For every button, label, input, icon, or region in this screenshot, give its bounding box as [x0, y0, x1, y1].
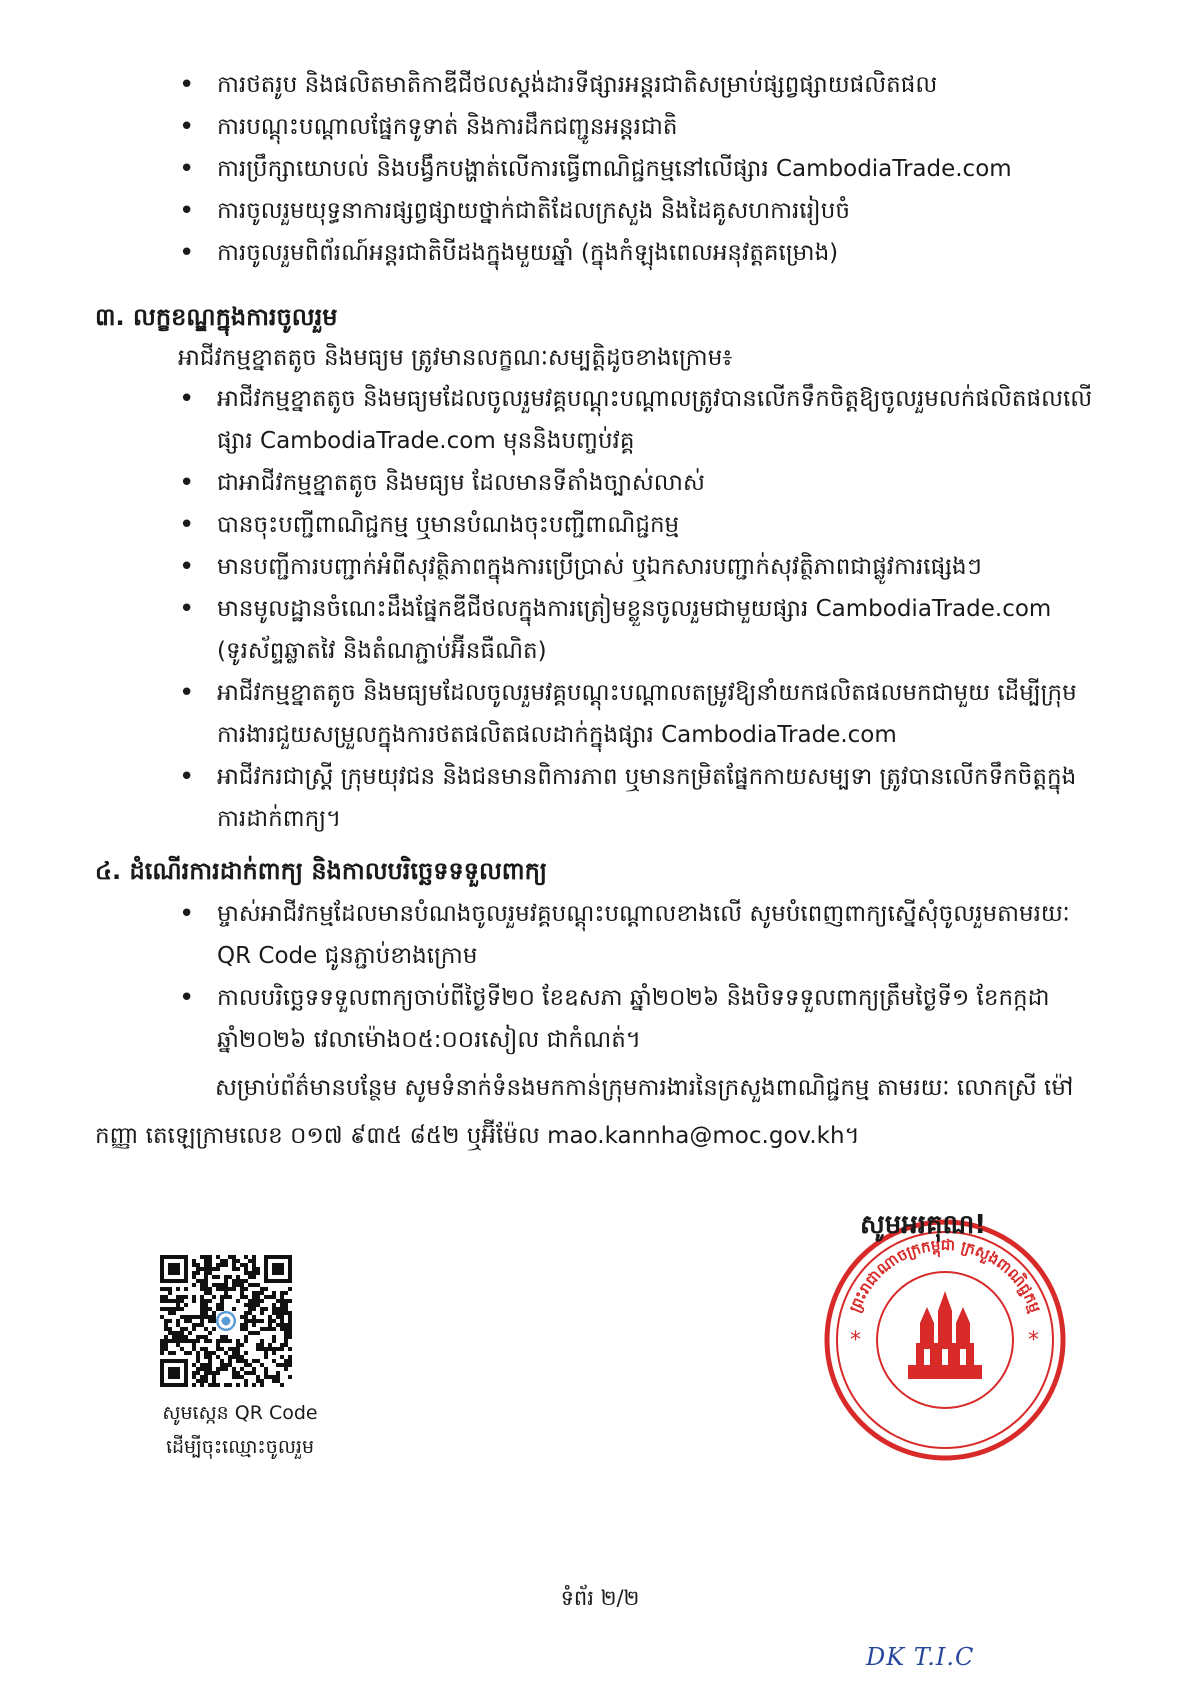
- list-item: • ការប្រឹក្សាយោបល់ និងបង្វឹកបង្ហាត់លើការធ្វើពាណិជ្ជកម្មនៅលើផ្សារ CambodiaTrade.com: [175, 148, 1105, 190]
- list-item: • ការបណ្តុះបណ្តាលផ្នែកទូទាត់ និងការដឹកជញ្ជូនអន្តរជាតិ: [175, 106, 1105, 148]
- section3-intro: អាជីវកម្មខ្នាតតូច និងមធ្យម ត្រូវមានលក្ខណៈសម្បត្តិដូចខាងក្រោម៖: [178, 345, 733, 371]
- list-item: • មានបញ្ជីការបញ្ជាក់អំពីសុវត្ថិភាពក្នុងការប្រើប្រាស់ ឬឯកសារបញ្ជាក់សុវត្ថិភាពជាផ្លូវការផ្សេងៗ: [175, 546, 1105, 588]
- list-item: • កាលបរិច្ឆេទទទួលពាក្យចាប់ពីថ្ងៃទី២០ ខែឧសភា ឆ្នាំ២០២៦ និងបិទទទួលពាក្យត្រឹមថ្ងៃទី១ ខែកក្កដា ឆ្នាំ២០២៦ វេលាម៉ោង០៥:០០រសៀល ជាកំណត់។: [175, 977, 1105, 1061]
- section3-heading: ៣. លក្ខខណ្ឌក្នុងការចូលរួម: [95, 303, 338, 331]
- list-item: • ការចូលរួមពិព័រណ៍អន្តរជាតិបីដងក្នុងមួយឆ្នាំ (ក្នុងកំឡុងពេលអនុវត្តគម្រោង): [175, 232, 1105, 274]
- list-item: • ការចូលរួមយុទ្ធនាការផ្សព្វផ្សាយថ្នាក់ជាតិដែលក្រសួង និងដៃគូសហការរៀបចំ: [175, 190, 1105, 232]
- contact-paragraph: សម្រាប់ព័ត៌មានបន្ថែម សូមទំនាក់ទំនងមកកាន់ក្រុមការងារនៃក្រសួងពាណិជ្ជកម្ម តាមរយៈ លោកស្រី ម៉ៅ កញ្ញា តេឡេក្រាមលេខ ០១៧ ៩៣៥ ៨៥២ ឬអ៊ីម៉ែល mao.kannha@moc.gov.kh។: [95, 1075, 1074, 1149]
- ministry-seal: [820, 1215, 1070, 1465]
- svg-text:*: *: [1028, 1328, 1039, 1353]
- list-item: • អាជីវករជាស្ត្រី ក្រុមយុវជន និងជនមានពិការភាព ឬមានកម្រិតផ្នែកកាយសម្បទា ត្រូវបានលើកទឹកចិត្តក្នុងការដាក់ពាក្យ។: [175, 756, 1105, 840]
- list-item: • ការថតរូប និងផលិតមាតិកាឌីជីថលស្តង់ដារទីផ្សារអន្តរជាតិសម្រាប់ផ្សព្វផ្សាយផលិតផល: [175, 64, 1105, 106]
- closing-thanks: សូមអរគុណ!: [860, 1210, 987, 1240]
- handwritten-note: DK T.I.C: [866, 1643, 975, 1671]
- list-item: • អាជីវកម្មខ្នាតតូច និងមធ្យមដែលចូលរួមវគ្គបណ្តុះបណ្តាលតម្រូវឱ្យនាំយកផលិតផលមកជាមួយ ដើម្បីក្រុមការងារជួយសម្រួលក្នុងការថតផលិតផលដាក់ក្នុងផ្សារ CambodiaTrade.com: [175, 672, 1105, 756]
- qr-caption-line-1: សូមស្កេន QR Code: [162, 1402, 318, 1424]
- registration-qr-code[interactable]: [160, 1255, 292, 1387]
- section4-bullet-list: [175, 893, 1105, 1061]
- section2-bullet-list: [175, 64, 1105, 274]
- list-item: • បានចុះបញ្ជីពាណិជ្ជកម្ម ឬមានបំណងចុះបញ្ជីពាណិជ្ជកម្ម: [175, 504, 1105, 546]
- section3-bullet-list: [175, 378, 1105, 840]
- list-item: • មានមូលដ្ឋានចំណេះដឹងផ្នែកឌីជីថលក្នុងការត្រៀមខ្លួនចូលរួមជាមួយផ្សារ CambodiaTrade.com (ទូរស័ព្ទឆ្លាតវៃ និងតំណភ្ជាប់អ៊ីនធឺណិត): [175, 588, 1105, 672]
- list-item: • ម្ចាស់អាជីវកម្មដែលមានបំណងចូលរួមវគ្គបណ្តុះបណ្តាលខាងលើ សូមបំពេញពាក្យស្នើសុំចូលរួមតាមរយៈ QR Code ជូនភ្ជាប់ខាងក្រោម: [175, 893, 1105, 977]
- svg-text:*: *: [850, 1328, 861, 1353]
- list-item: • ជាអាជីវកម្មខ្នាតតូច និងមធ្យម ដែលមានទីតាំងច្បាស់លាស់: [175, 462, 1105, 504]
- section4-heading: ៤. ដំណើរការដាក់ពាក្យ និងកាលបរិច្ឆេទទទួលពាក្យ: [95, 857, 548, 885]
- page-number: ទំព័រ ២/២: [560, 1586, 640, 1610]
- svg-text:ព្រះរាជាណាចក្រកម្ពុជា ក្រសួងពា: ព្រះរាជាណាចក្រកម្ពុជា ក្រសួងពាណិជ្ជកម្ម: [845, 1235, 1045, 1315]
- qr-caption-line-2: ដើម្បីចុះឈ្មោះចូលរួម: [165, 1436, 315, 1458]
- list-item: • អាជីវកម្មខ្នាតតូច និងមធ្យមដែលចូលរួមវគ្គបណ្តុះបណ្តាលត្រូវបានលើកទឹកចិត្តឱ្យចូលរួមលក់ផលិតផលលើផ្សារ CambodiaTrade.com មុននិងបញ្ចប់វគ្គ: [175, 378, 1105, 462]
